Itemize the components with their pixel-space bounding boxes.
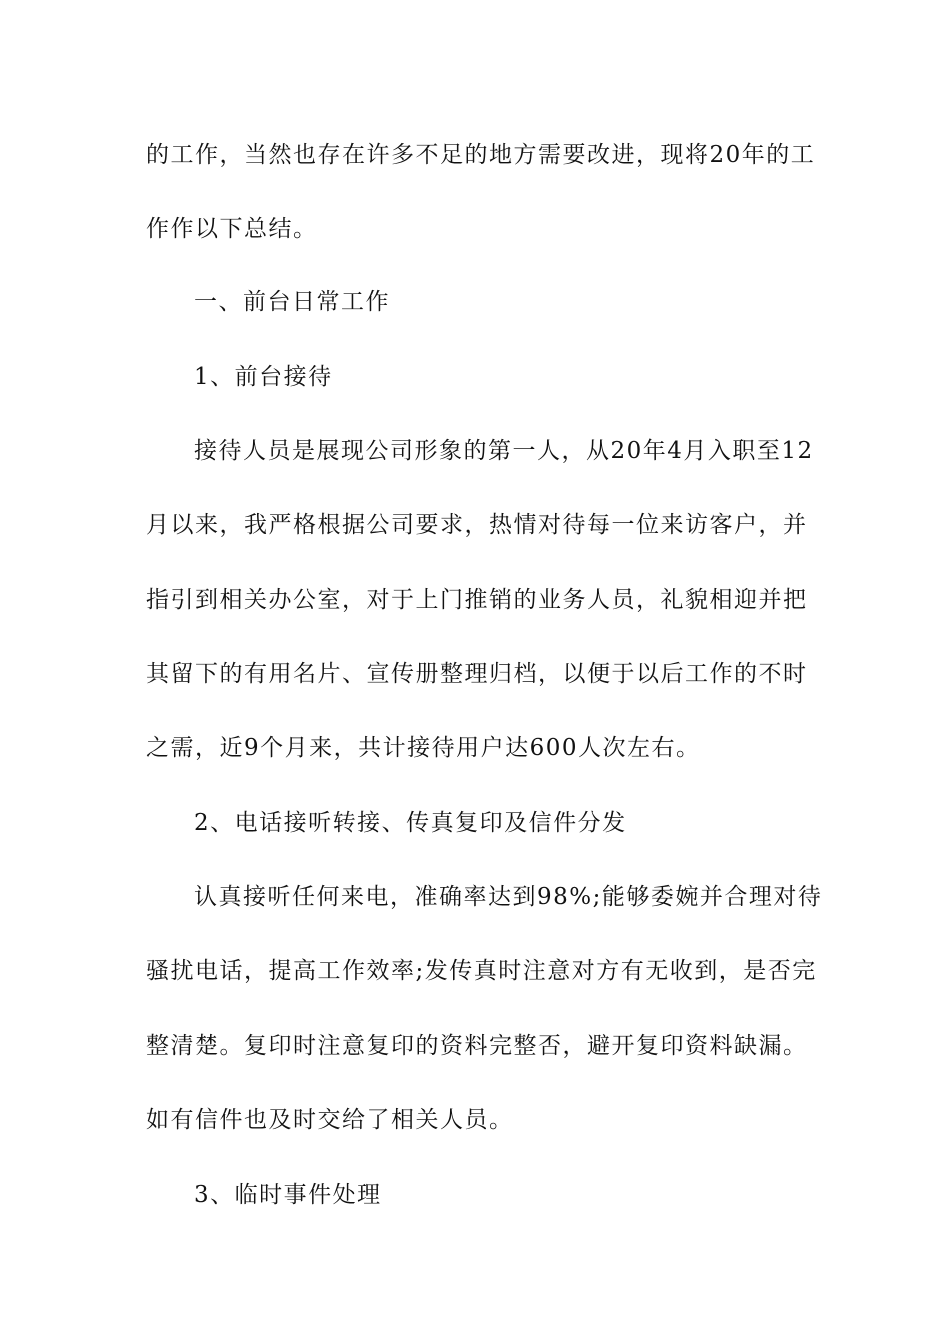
paragraph-line: 整清楚。复印时注意复印的资料完整否，避开复印资料缺漏。 [146,1033,808,1059]
paragraph-line: 的工作，当然也存在许多不足的地方需要改进，现将20年的工 [146,142,816,168]
subsection-heading: 2、电话接听转接、传真复印及信件分发 [194,810,627,836]
paragraph-line: 认真接听任何来电，准确率达到98%;能够委婉并合理对待 [194,884,823,910]
paragraph-line: 其留下的有用名片、宣传册整理归档，以便于以后工作的不时 [146,661,808,687]
paragraph-line: 之需，近9个月来，共计接待用户达600人次左右。 [146,735,701,761]
subsection-heading: 3、临时事件处理 [194,1182,382,1208]
subsection-heading: 1、前台接待 [194,364,333,390]
paragraph-line: 指引到相关办公室，对于上门推销的业务人员，礼貌相迎并把 [146,587,808,613]
paragraph-line: 骚扰电话，提高工作效率;发传真时注意对方有无收到，是否完 [146,958,817,984]
paragraph-line: 接待人员是展现公司形象的第一人，从20年4月入职至12 [194,438,814,464]
paragraph-line: 月以来，我严格根据公司要求，热情对待每一位来访客户，并 [146,512,808,538]
section-heading: 一、前台日常工作 [194,289,390,315]
paragraph-line: 作作以下总结。 [146,216,318,242]
paragraph-line: 如有信件也及时交给了相关人员。 [146,1107,514,1133]
